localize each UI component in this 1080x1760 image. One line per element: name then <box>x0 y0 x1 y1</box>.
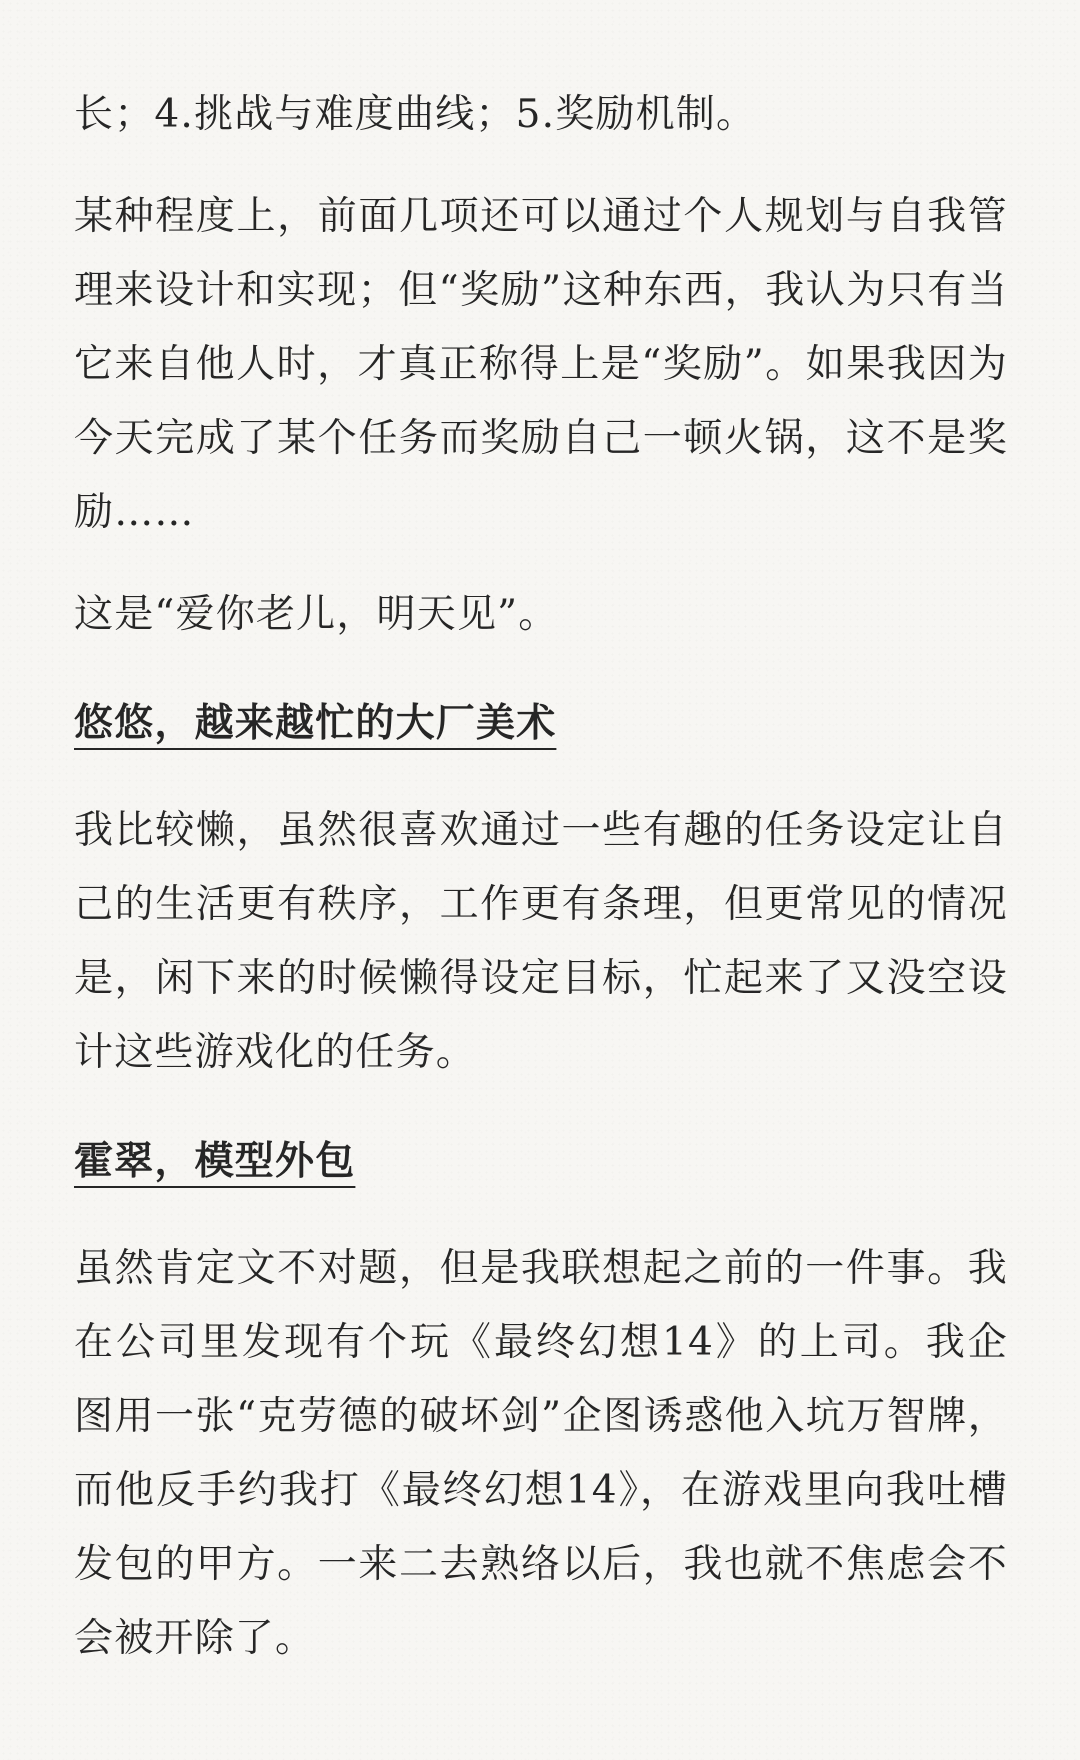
paragraph-huocui-answer: 虽然肯定文不对题，但是我联想起之前的一件事。我在公司里发现有个玩《最终幻想14》的上司。我企图用一张“克劳德的破坏剑”企图诱惑他入坑万智牌，而他反手约我打《最终幻想14》，在游戏里向我吐槽发包的甲方。一来二去熟络以后，我也就不焦虑会不会被开除了。 <box>74 1246 1008 1661</box>
section-heading-huocui-text: 霍翠，模型外包 <box>74 1138 356 1184</box>
paragraph-reward-opinion: 某种程度上，前面几项还可以通过个人规划与自我管理来设计和实现；但“奖励”这种东西，我认为只有当它来自他人时，才真正称得上是“奖励”。如果我因为今天完成了某个任务而奖励自己一顿火锅，这不是奖励…… <box>74 194 1008 535</box>
section-heading-youyou <box>74 686 1008 760</box>
paragraph-quote: 这是“爱你老儿，明天见”。 <box>74 592 559 637</box>
section-heading-huocui <box>74 1124 1008 1198</box>
section-heading-youyou-text: 悠悠，越来越忙的大厂美术 <box>74 700 557 746</box>
paragraph-youyou-answer: 我比较懒，虽然很喜欢通过一些有趣的任务设定让自己的生活更有秩序，工作更有条理，但更常见的情况是，闲下来的时候懒得设定目标，忙起来了又没空设计这些游戏化的任务。 <box>74 808 1008 1075</box>
paragraph-list-continuation: 长；4.挑战与难度曲线；5.奖励机制。 <box>74 92 757 137</box>
